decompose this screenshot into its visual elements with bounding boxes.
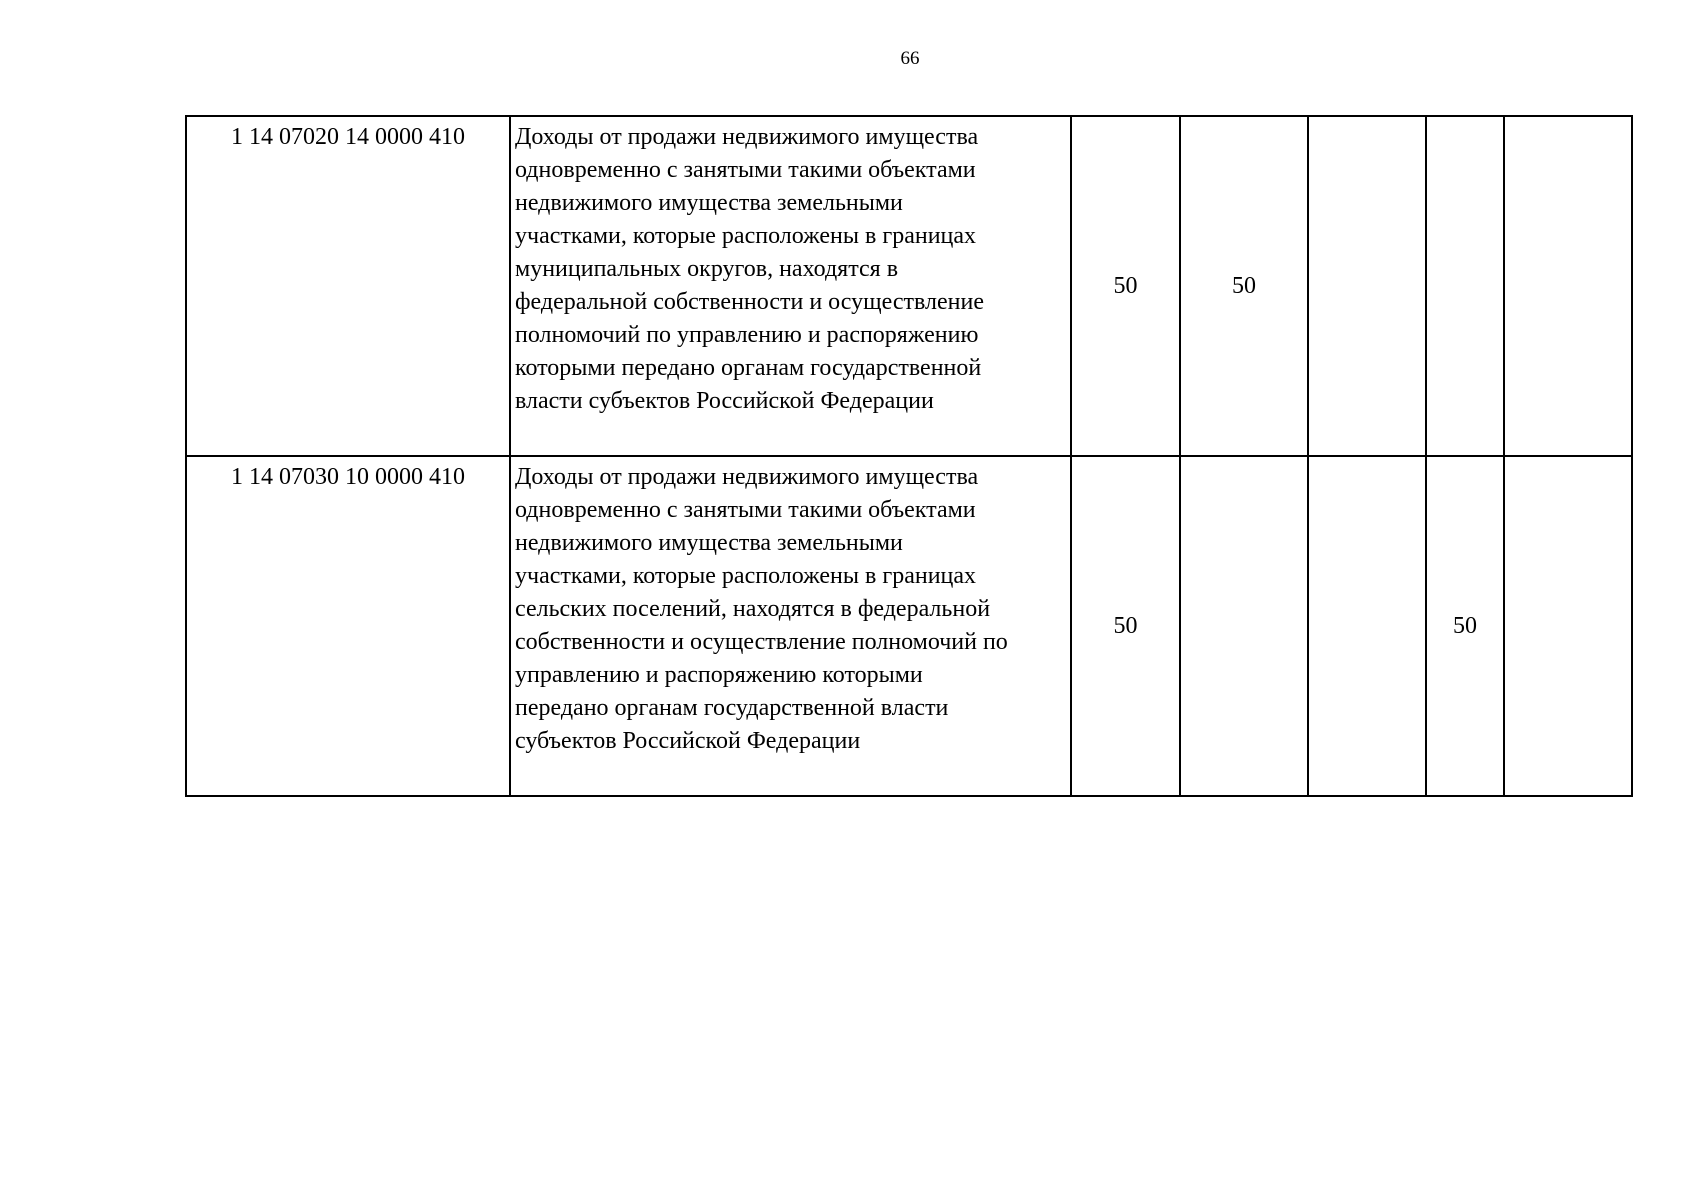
value-cell: 50 [1071, 456, 1180, 796]
value-cell [1180, 456, 1308, 796]
value-cell: 50 [1426, 456, 1504, 796]
value-cell [1504, 116, 1632, 456]
revenue-distribution-table [185, 115, 1633, 797]
revenue-description-cell: Доходы от продажи недвижимого имущества одновременно с занятыми такими объектами недвижимого имущества земельными участками, которые расположены в границах муниципальных округов, находятся в федеральной собственности и осуществление полномочий по управлению и распоряжению которыми передано органам государственной власти субъектов Российской Федерации [510, 116, 1071, 456]
page-number: 66 [900, 48, 920, 69]
value-cell [1308, 456, 1426, 796]
budget-code-cell: 1 14 07030 10 0000 410 [186, 456, 510, 796]
table-row [186, 116, 1632, 456]
table-row [186, 456, 1632, 796]
value-cell [1426, 116, 1504, 456]
value-cell: 50 [1180, 116, 1308, 456]
value-cell [1308, 116, 1426, 456]
revenue-description-cell: Доходы от продажи недвижимого имущества одновременно с занятыми такими объектами недвижимого имущества земельными участками, которые расположены в границах сельских поселений, находятся в федеральной собственности и осуществление полномочий по управлению и распоряжению которыми передано органам государственной власти субъектов Российской Федерации [510, 456, 1071, 796]
value-cell: 50 [1071, 116, 1180, 456]
value-cell [1504, 456, 1632, 796]
budget-code-cell: 1 14 07020 14 0000 410 [186, 116, 510, 456]
